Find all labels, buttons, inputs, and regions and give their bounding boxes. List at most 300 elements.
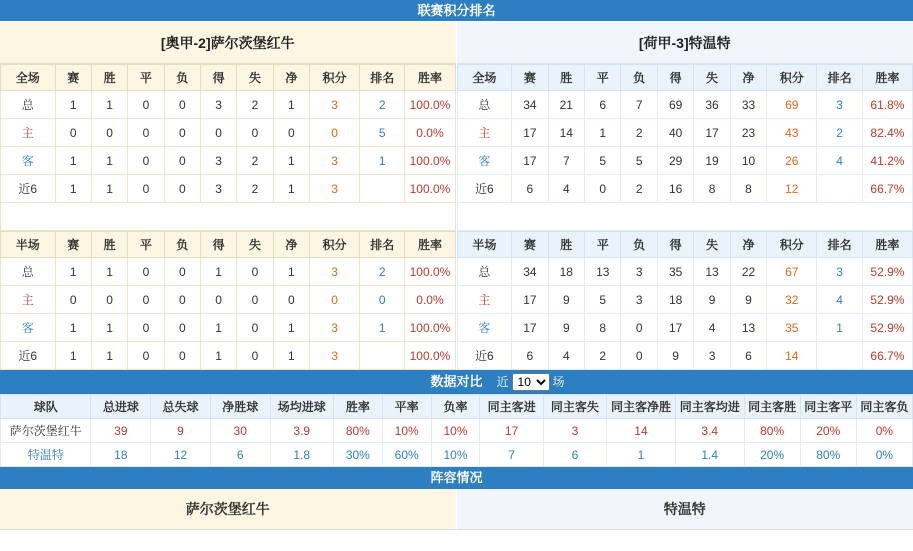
recent-label: 近 <box>497 370 509 394</box>
table-row <box>457 342 913 370</box>
cell-win: 0 <box>91 119 127 147</box>
cell-sameha-diff: 1 <box>607 443 676 467</box>
cell-total-conceded: 9 <box>151 419 211 443</box>
cell-goals-against: 9 <box>694 286 730 314</box>
col-total-conceded: 总失球 <box>151 395 211 419</box>
page-title: 联赛积分排名 <box>0 0 913 22</box>
table-header-row <box>1 65 456 91</box>
table-row <box>1 258 456 286</box>
cell-winrate: 100.0% <box>405 314 455 342</box>
cell-rank: 2 <box>360 91 405 119</box>
col-goals-for: 得 <box>657 232 693 258</box>
cell-win: 1 <box>91 147 127 175</box>
cell-draw: 8 <box>585 314 621 342</box>
match-unit-label: 场 <box>553 370 565 394</box>
cell-goals-against: 17 <box>694 119 730 147</box>
cell-points: 12 <box>767 175 817 203</box>
row-label: 总 <box>457 258 512 286</box>
cell-goals-against: 8 <box>694 175 730 203</box>
col-loss: 负 <box>621 65 657 91</box>
cell-loss: 0 <box>164 91 200 119</box>
cell-rank: 1 <box>817 314 863 342</box>
right-full-table <box>457 64 913 231</box>
match-count-selector[interactable] <box>497 370 565 394</box>
cell-goal-diff: 9 <box>730 286 766 314</box>
cell-win: 4 <box>548 342 584 370</box>
col-win: 胜 <box>548 232 584 258</box>
cell-sameha-avg: 1.4 <box>675 443 744 467</box>
cell-winrate: 100.0% <box>405 91 455 119</box>
cell-rank: 5 <box>360 119 405 147</box>
table-row <box>1 147 456 175</box>
cell-rank: 3 <box>817 258 863 286</box>
cell-points: 35 <box>767 314 817 342</box>
row-label: 客 <box>457 147 512 175</box>
col-draw: 平 <box>128 65 164 91</box>
col-played: 赛 <box>512 232 548 258</box>
table-row <box>1 443 913 467</box>
cell-draw: 5 <box>585 147 621 175</box>
cell-goal-diff: 30 <box>210 419 270 443</box>
col-goal-diff: 净 <box>273 232 309 258</box>
col-winrate: 胜率 <box>862 65 912 91</box>
col-loss: 负 <box>164 232 200 258</box>
cell-played: 6 <box>512 175 548 203</box>
col-played: 赛 <box>55 65 91 91</box>
col-goal-diff: 净 <box>273 65 309 91</box>
row-label: 客 <box>1 314 56 342</box>
cell-win: 4 <box>548 175 584 203</box>
cell-loss: 0 <box>164 147 200 175</box>
table-row <box>1 419 913 443</box>
col-loss: 负 <box>621 232 657 258</box>
cell-goals-for: 69 <box>657 91 693 119</box>
cell-points: 3 <box>310 147 360 175</box>
match-count-select[interactable] <box>512 373 550 391</box>
cell-rank: 2 <box>817 119 863 147</box>
col-section: 全场 <box>457 65 512 91</box>
col-loss-rate: 负率 <box>431 395 480 419</box>
cell-points: 3 <box>310 91 360 119</box>
cell-goals-against: 2 <box>237 175 273 203</box>
cell-goals-against: 0 <box>237 258 273 286</box>
table-row <box>457 147 913 175</box>
col-win: 胜 <box>548 65 584 91</box>
cell-sameha-goals: 7 <box>480 443 543 467</box>
table-row <box>457 258 913 286</box>
row-label: 客 <box>1 147 56 175</box>
cell-loss: 0 <box>164 314 200 342</box>
col-sameha-conceded: 同主客失 <box>543 395 606 419</box>
row-label: 主 <box>457 119 512 147</box>
cell-rank: 0 <box>360 286 405 314</box>
cell-goals-for: 1 <box>200 314 236 342</box>
cell-sameha-draw: 20% <box>800 419 856 443</box>
cell-loss: 2 <box>621 175 657 203</box>
cell-draw: 5 <box>585 286 621 314</box>
cell-goals-against: 36 <box>694 91 730 119</box>
table-row <box>457 91 913 119</box>
cell-win: 1 <box>91 91 127 119</box>
cell-goal-diff: 22 <box>730 258 766 286</box>
col-section: 全场 <box>1 65 56 91</box>
col-rank: 排名 <box>360 232 405 258</box>
col-sameha-draw: 同主客平 <box>800 395 856 419</box>
cell-points: 3 <box>310 258 360 286</box>
cell-avg-goals: 1.8 <box>270 443 333 467</box>
table-row <box>457 119 913 147</box>
right-team-name: [荷甲-3]特温特 <box>457 22 913 64</box>
table-header-row <box>1 232 456 258</box>
standings-columns <box>0 22 913 370</box>
table-header-row <box>1 395 913 419</box>
col-rank: 排名 <box>360 65 405 91</box>
cell-sameha-loss: 0% <box>856 443 912 467</box>
cell-win: 1 <box>91 258 127 286</box>
cell-goal-diff: 1 <box>273 314 309 342</box>
col-goals-for: 得 <box>657 65 693 91</box>
cell-win: 7 <box>548 147 584 175</box>
cell-draw: 0 <box>128 91 164 119</box>
cell-goal-diff: 1 <box>273 258 309 286</box>
cell-winrate: 41.2% <box>862 147 912 175</box>
col-points: 积分 <box>310 65 360 91</box>
cell-played: 6 <box>512 342 548 370</box>
cell-goal-diff: 33 <box>730 91 766 119</box>
table-row <box>457 286 913 314</box>
row-label: 总 <box>1 91 56 119</box>
cell-goal-diff: 1 <box>273 175 309 203</box>
table-row <box>457 314 913 342</box>
cell-winrate: 52.9% <box>862 314 912 342</box>
cell-played: 1 <box>55 175 91 203</box>
cell-goal-diff: 6 <box>730 342 766 370</box>
cell-goals-for: 29 <box>657 147 693 175</box>
cell-draw-rate: 60% <box>382 443 431 467</box>
col-avg-goals: 场均进球 <box>270 395 333 419</box>
cell-team: 萨尔茨堡红牛 <box>1 419 91 443</box>
col-sameha-avg: 同主客均进 <box>675 395 744 419</box>
cell-points: 3 <box>310 342 360 370</box>
cell-win: 1 <box>91 342 127 370</box>
cell-winrate: 100.0% <box>405 258 455 286</box>
col-goal-diff: 净 <box>730 232 766 258</box>
cell-goal-diff: 8 <box>730 175 766 203</box>
cell-played: 0 <box>55 286 91 314</box>
lineup-left-team: 萨尔茨堡红牛 <box>0 489 457 529</box>
cell-loss: 5 <box>621 147 657 175</box>
cell-draw: 1 <box>585 119 621 147</box>
col-played: 赛 <box>55 232 91 258</box>
cell-points: 43 <box>767 119 817 147</box>
cell-rank <box>360 175 405 203</box>
comparison-title: 数据对比 <box>430 374 482 389</box>
cell-goal-diff: 6 <box>210 443 270 467</box>
row-label: 主 <box>1 286 56 314</box>
cell-played: 1 <box>55 342 91 370</box>
cell-goals-against: 0 <box>237 119 273 147</box>
col-played: 赛 <box>512 65 548 91</box>
cell-rank <box>817 342 863 370</box>
cell-draw: 13 <box>585 258 621 286</box>
cell-loss: 0 <box>164 175 200 203</box>
col-goal-diff: 净胜球 <box>210 395 270 419</box>
cell-rank: 4 <box>817 147 863 175</box>
cell-sameha-loss: 0% <box>856 419 912 443</box>
cell-loss: 0 <box>164 119 200 147</box>
cell-played: 1 <box>55 147 91 175</box>
col-win-rate: 胜率 <box>333 395 382 419</box>
right-half-table <box>457 231 913 370</box>
cell-rank: 1 <box>360 147 405 175</box>
cell-goals-for: 0 <box>200 286 236 314</box>
cell-rank: 4 <box>817 286 863 314</box>
cell-loss: 3 <box>621 258 657 286</box>
col-sameha-win: 同主客胜 <box>744 395 800 419</box>
cell-played: 17 <box>512 314 548 342</box>
cell-loss: 0 <box>164 258 200 286</box>
col-draw: 平 <box>585 232 621 258</box>
cell-sameha-avg: 3.4 <box>675 419 744 443</box>
table-row <box>1 91 456 119</box>
cell-played: 17 <box>512 147 548 175</box>
row-label: 客 <box>457 314 512 342</box>
col-sameha-goals: 同主客进 <box>480 395 543 419</box>
row-label: 近6 <box>1 342 56 370</box>
cell-goals-against: 2 <box>237 91 273 119</box>
table-header-row <box>457 65 913 91</box>
cell-goals-for: 35 <box>657 258 693 286</box>
cell-draw: 0 <box>128 342 164 370</box>
cell-goals-for: 3 <box>200 175 236 203</box>
col-win: 胜 <box>91 232 127 258</box>
row-label: 总 <box>457 91 512 119</box>
cell-winrate: 0.0% <box>405 119 455 147</box>
cell-loss: 2 <box>621 119 657 147</box>
cell-draw: 0 <box>128 175 164 203</box>
cell-win: 9 <box>548 314 584 342</box>
cell-total-conceded: 12 <box>151 443 211 467</box>
cell-draw: 0 <box>128 119 164 147</box>
col-sameha-loss: 同主客负 <box>856 395 912 419</box>
lineup-right-team: 特温特 <box>457 489 913 529</box>
col-section: 半场 <box>457 232 512 258</box>
cell-points: 0 <box>310 286 360 314</box>
table-row <box>1 314 456 342</box>
cell-team: 特温特 <box>1 443 91 467</box>
right-team-panel <box>457 22 913 370</box>
cell-draw: 0 <box>128 147 164 175</box>
cell-loss: 0 <box>164 286 200 314</box>
table-row <box>1 286 456 314</box>
table-row <box>457 175 913 203</box>
col-winrate: 胜率 <box>405 232 455 258</box>
col-goals-against: 失 <box>237 65 273 91</box>
table-header-row <box>457 232 913 258</box>
col-total-goals: 总进球 <box>91 395 151 419</box>
cell-goals-for: 18 <box>657 286 693 314</box>
cell-draw: 6 <box>585 91 621 119</box>
cell-played: 1 <box>55 91 91 119</box>
cell-goal-diff: 13 <box>730 314 766 342</box>
cell-winrate: 66.7% <box>862 342 912 370</box>
cell-sameha-conceded: 6 <box>543 443 606 467</box>
cell-loss-rate: 10% <box>431 443 480 467</box>
col-points: 积分 <box>310 232 360 258</box>
cell-points: 32 <box>767 286 817 314</box>
col-goals-against: 失 <box>237 232 273 258</box>
cell-rank: 2 <box>360 258 405 286</box>
cell-win: 14 <box>548 119 584 147</box>
cell-winrate: 52.9% <box>862 258 912 286</box>
col-draw: 平 <box>128 232 164 258</box>
cell-goals-for: 1 <box>200 342 236 370</box>
cell-win-rate: 80% <box>333 419 382 443</box>
row-label: 近6 <box>457 342 512 370</box>
cell-loss: 0 <box>164 342 200 370</box>
col-goals-for: 得 <box>200 65 236 91</box>
cell-rank <box>360 342 405 370</box>
cell-points: 0 <box>310 119 360 147</box>
cell-points: 67 <box>767 258 817 286</box>
cell-win: 18 <box>548 258 584 286</box>
left-team-name: [奥甲-2]萨尔茨堡红牛 <box>0 22 456 64</box>
cell-draw: 2 <box>585 342 621 370</box>
row-label: 近6 <box>457 175 512 203</box>
cell-goals-against: 0 <box>237 342 273 370</box>
cell-win: 0 <box>91 286 127 314</box>
cell-points: 69 <box>767 91 817 119</box>
cell-win: 21 <box>548 91 584 119</box>
spacer-row <box>457 203 913 231</box>
cell-goals-for: 9 <box>657 342 693 370</box>
cell-points: 14 <box>767 342 817 370</box>
lineup-title: 阵容情况 <box>0 467 913 489</box>
cell-goal-diff: 10 <box>730 147 766 175</box>
col-goals-for: 得 <box>200 232 236 258</box>
cell-goals-against: 2 <box>237 147 273 175</box>
cell-loss: 7 <box>621 91 657 119</box>
row-label: 主 <box>1 119 56 147</box>
cell-rank: 1 <box>360 314 405 342</box>
row-label: 总 <box>1 258 56 286</box>
cell-points: 3 <box>310 314 360 342</box>
cell-win: 9 <box>548 286 584 314</box>
spacer-row <box>1 203 456 231</box>
cell-win: 1 <box>91 175 127 203</box>
left-half-table <box>0 231 456 370</box>
col-winrate: 胜率 <box>862 232 912 258</box>
cell-winrate: 100.0% <box>405 342 455 370</box>
cell-goals-for: 3 <box>200 147 236 175</box>
cell-played: 17 <box>512 119 548 147</box>
cell-goals-against: 0 <box>237 314 273 342</box>
table-row <box>1 342 456 370</box>
cell-goals-against: 19 <box>694 147 730 175</box>
cell-goals-for: 40 <box>657 119 693 147</box>
cell-draw: 0 <box>128 286 164 314</box>
cell-played: 34 <box>512 258 548 286</box>
col-draw-rate: 平率 <box>382 395 431 419</box>
cell-goals-for: 17 <box>657 314 693 342</box>
col-goal-diff: 净 <box>730 65 766 91</box>
cell-winrate: 100.0% <box>405 147 455 175</box>
table-row <box>1 119 456 147</box>
cell-rank <box>817 175 863 203</box>
col-draw: 平 <box>585 65 621 91</box>
cell-draw: 0 <box>128 258 164 286</box>
lineup-body <box>0 529 913 551</box>
col-sameha-diff: 同主客净胜 <box>607 395 676 419</box>
left-full-table <box>0 64 456 231</box>
cell-goals-for: 3 <box>200 91 236 119</box>
cell-winrate: 0.0% <box>405 286 455 314</box>
cell-total-goals: 18 <box>91 443 151 467</box>
col-team: 球队 <box>1 395 91 419</box>
cell-rank: 3 <box>817 91 863 119</box>
row-label: 主 <box>457 286 512 314</box>
cell-played: 34 <box>512 91 548 119</box>
cell-loss: 0 <box>621 342 657 370</box>
cell-sameha-diff: 14 <box>607 419 676 443</box>
col-winrate: 胜率 <box>405 65 455 91</box>
col-points: 积分 <box>767 65 817 91</box>
cell-goals-against: 13 <box>694 258 730 286</box>
cell-played: 1 <box>55 258 91 286</box>
cell-total-goals: 39 <box>91 419 151 443</box>
col-rank: 排名 <box>817 65 863 91</box>
cell-goal-diff: 1 <box>273 147 309 175</box>
col-section: 半场 <box>1 232 56 258</box>
cell-goals-against: 3 <box>694 342 730 370</box>
comparison-table <box>0 394 913 467</box>
cell-sameha-goals: 17 <box>480 419 543 443</box>
cell-winrate: 100.0% <box>405 175 455 203</box>
cell-winrate: 66.7% <box>862 175 912 203</box>
cell-goals-for: 16 <box>657 175 693 203</box>
cell-sameha-conceded: 3 <box>543 419 606 443</box>
cell-played: 17 <box>512 286 548 314</box>
col-loss: 负 <box>164 65 200 91</box>
cell-loss: 0 <box>621 314 657 342</box>
cell-draw: 0 <box>128 314 164 342</box>
cell-sameha-win: 80% <box>744 419 800 443</box>
cell-winrate: 82.4% <box>862 119 912 147</box>
left-team-panel <box>0 22 457 370</box>
col-rank: 排名 <box>817 232 863 258</box>
cell-goal-diff: 23 <box>730 119 766 147</box>
cell-sameha-draw: 80% <box>800 443 856 467</box>
cell-loss: 3 <box>621 286 657 314</box>
cell-goals-for: 0 <box>200 119 236 147</box>
row-label: 近6 <box>1 175 56 203</box>
cell-avg-goals: 3.9 <box>270 419 333 443</box>
lineup-right-cell <box>457 529 913 551</box>
cell-win: 1 <box>91 314 127 342</box>
cell-points: 26 <box>767 147 817 175</box>
col-points: 积分 <box>767 232 817 258</box>
lineup-team-headers <box>0 489 913 529</box>
cell-goal-diff: 0 <box>273 286 309 314</box>
cell-draw: 0 <box>585 175 621 203</box>
col-goals-against: 失 <box>694 65 730 91</box>
table-row <box>1 175 456 203</box>
cell-goal-diff: 1 <box>273 91 309 119</box>
cell-played: 0 <box>55 119 91 147</box>
col-win: 胜 <box>91 65 127 91</box>
cell-goal-diff: 1 <box>273 342 309 370</box>
comparison-title-bar <box>0 370 913 394</box>
